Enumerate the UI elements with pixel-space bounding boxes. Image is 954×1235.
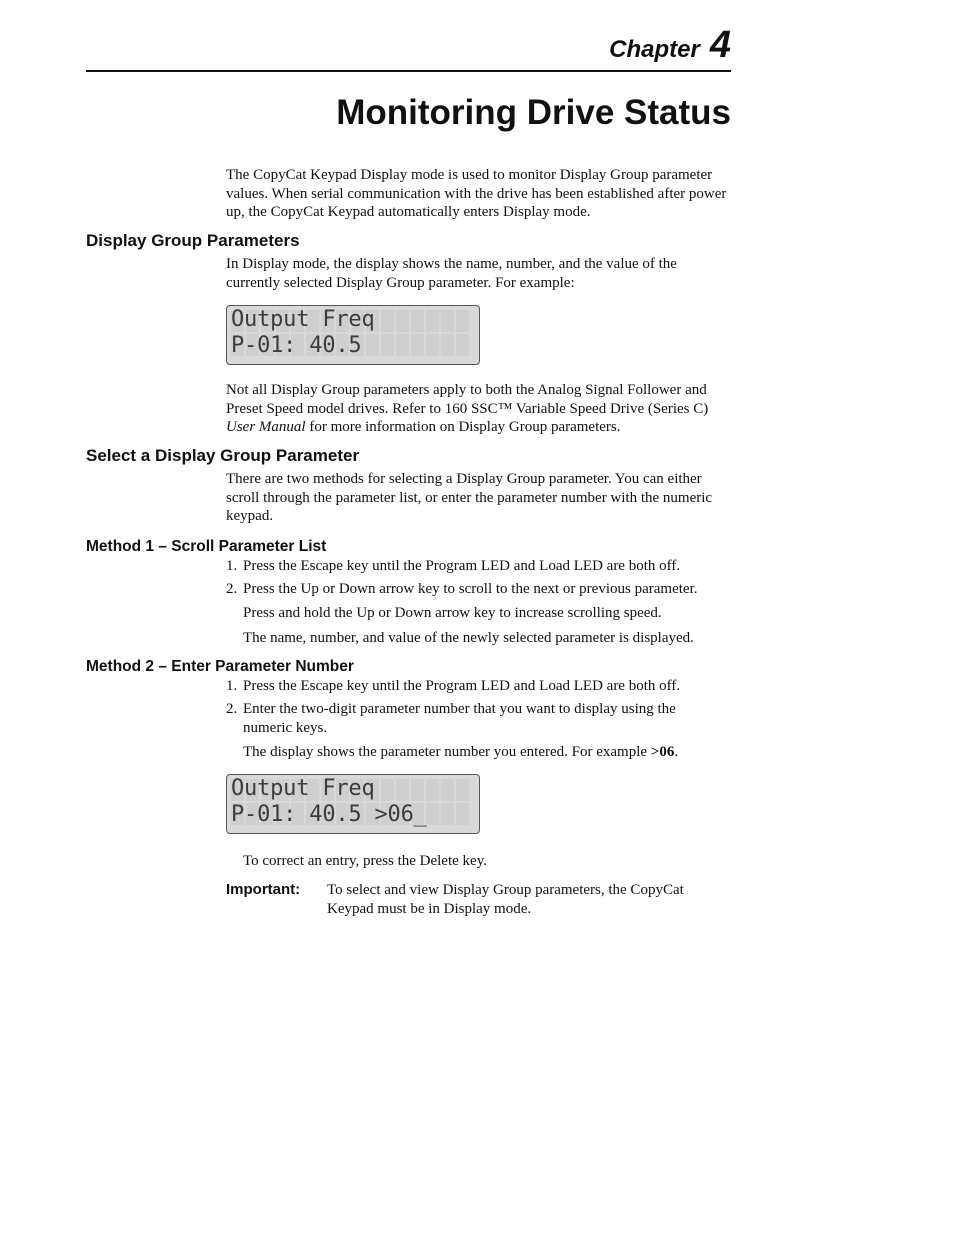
section-heading-select: Select a Display Group Parameter bbox=[86, 446, 360, 465]
chapter-number: 4 bbox=[709, 24, 731, 66]
step-text: Press the Up or Down arrow key to scroll to the next or previous parameter. bbox=[243, 581, 698, 597]
lcd-display-example bbox=[226, 305, 480, 365]
method1-note-1: Press and hold the Up or Down arrow key to increase scrolling speed. bbox=[243, 605, 662, 621]
intro-paragraph: The CopyCat Keypad Display mode is used to monitor Display Group parameter values. When serial communication with the drive has been established after power up, the CopyCat Keypad automatically enters Display mode. bbox=[226, 167, 727, 220]
method2-note-example: >06 bbox=[650, 744, 675, 760]
step-number: 1. bbox=[226, 558, 238, 574]
important-label: Important: bbox=[226, 881, 301, 898]
note-text-end: for more information on Display Group parameters. bbox=[305, 419, 621, 435]
step-number: 2. bbox=[226, 581, 238, 597]
method2-note-end: . bbox=[674, 744, 679, 760]
section-heading-display-group: Display Group Parameters bbox=[86, 231, 300, 250]
chapter-word: Chapter bbox=[609, 36, 700, 63]
lcd-display-entry-example bbox=[226, 774, 480, 834]
method1-step-1 bbox=[226, 557, 726, 576]
method2-correct-note: To correct an entry, press the Delete key. bbox=[243, 853, 487, 869]
lcd-line-2: P-01: 40.5 >06_ bbox=[231, 802, 427, 827]
step-text: Enter the two-digit parameter number that you want to display using the numeric keys. bbox=[243, 701, 676, 736]
note-text: Not all Display Group parameters apply to both the Analog Signal Follower and Preset Speed model drives. Refer to 160 SSC™ Variable Speed Drive (Series C) bbox=[226, 382, 709, 417]
step-number: 1. bbox=[226, 678, 238, 694]
select-paragraph: There are two methods for selecting a Display Group parameter. You can either scroll through the parameter list, or enter the parameter number with the numeric keypad. bbox=[226, 471, 713, 524]
method2-step-2 bbox=[226, 700, 726, 737]
page-title: Monitoring Drive Status bbox=[336, 93, 731, 132]
display-group-note bbox=[226, 381, 732, 437]
method1-heading: Method 1 – Scroll Parameter List bbox=[86, 538, 327, 555]
method2-note-text: The display shows the parameter number you entered. For example bbox=[243, 744, 651, 760]
step-text: Press the Escape key until the Program LED and Load LED are both off. bbox=[243, 678, 681, 694]
important-text: To select and view Display Group parameters, the CopyCat Keypad must be in Display mode. bbox=[327, 882, 684, 917]
lcd-line-1: Output Freq bbox=[231, 307, 375, 332]
display-group-paragraph: In Display mode, the display shows the name, number, and the value of the currently selected Display Group parameter. For example: bbox=[226, 256, 677, 291]
method1-note-2: The name, number, and value of the newly selected parameter is displayed. bbox=[243, 630, 694, 646]
step-number: 2. bbox=[226, 701, 238, 717]
method1-step-2 bbox=[226, 580, 726, 599]
method2-step-1 bbox=[226, 677, 726, 696]
lcd-line-1: Output Freq bbox=[231, 776, 375, 801]
step-text: Press the Escape key until the Program LED and Load LED are both off. bbox=[243, 558, 681, 574]
note-manual-title: User Manual bbox=[226, 419, 306, 435]
method2-note bbox=[243, 743, 733, 762]
method2-heading: Method 2 – Enter Parameter Number bbox=[86, 658, 354, 675]
chapter-header bbox=[86, 20, 731, 72]
chapter-label bbox=[609, 24, 731, 67]
lcd-line-2: P-01: 40.5 bbox=[231, 333, 362, 358]
